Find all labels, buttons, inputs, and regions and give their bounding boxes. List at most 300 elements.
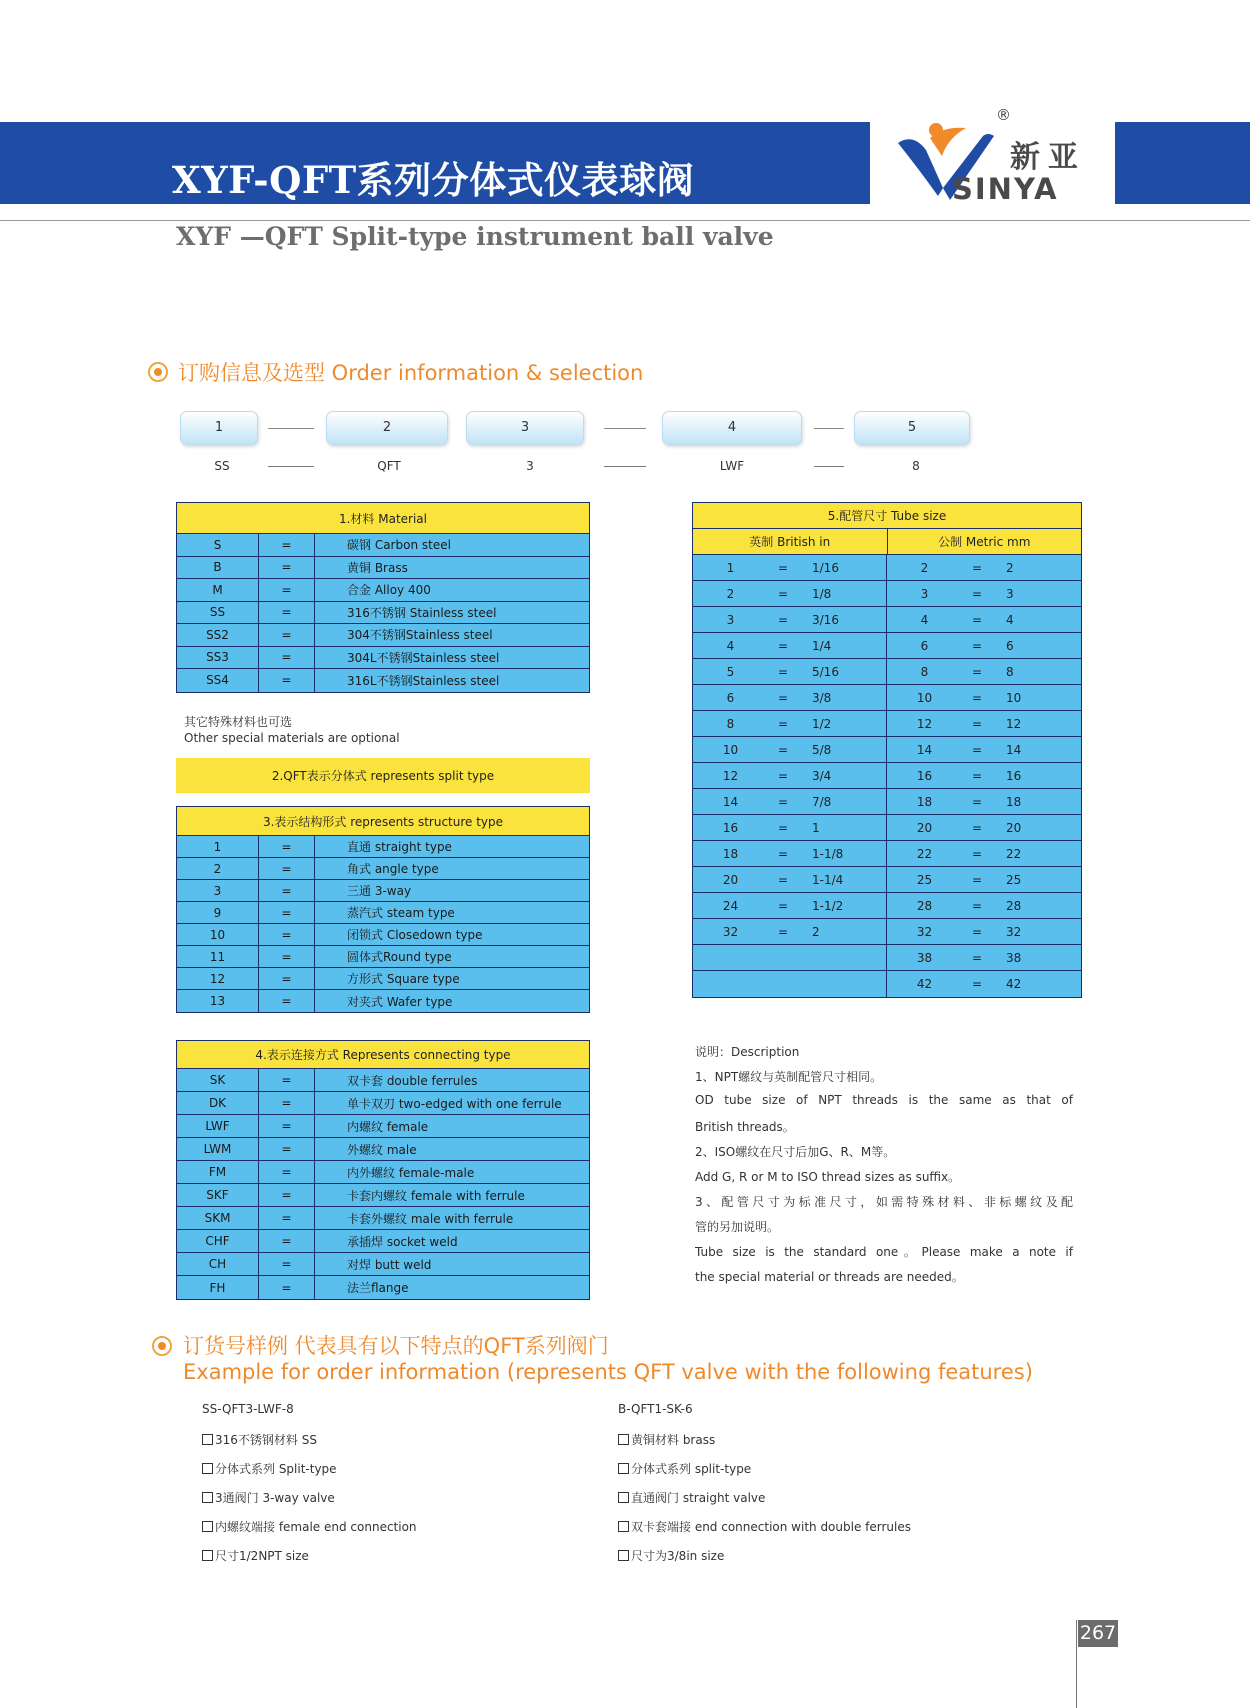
tube-british-tn: 8 (726, 716, 735, 731)
tube-metric-tv: 20 (1006, 820, 1022, 835)
registered-mark: ® (996, 106, 1011, 124)
structure-eq-cell: = (259, 924, 315, 945)
tube-row (693, 581, 1081, 607)
code-example-dash (268, 466, 314, 467)
tube-british-tv: 1 (812, 820, 820, 835)
tube-british-teq: = (777, 716, 789, 731)
tube-british-teq: = (777, 638, 789, 653)
tube-metric-teq: = (971, 768, 983, 783)
tube-metric-cell (887, 971, 1081, 997)
tube-british-cell (693, 633, 887, 658)
structure-desc-cell: 闭锁式 Closedown type (347, 928, 483, 942)
description-line: 3、配管尺寸为标准尺寸，如需特殊材料、非标螺纹及配 (695, 1195, 1073, 1209)
structure-code-cell: 12 (177, 968, 259, 989)
tube-metric-tv: 32 (1006, 924, 1022, 939)
connection-code-cell: LWM (177, 1138, 259, 1160)
structure-code-cell: 10 (177, 924, 259, 945)
structure-desc-cell: 方形式 Square type (347, 972, 460, 986)
tube-metric-teq: = (971, 872, 983, 887)
tube-british-tn: 16 (722, 820, 739, 835)
tube-metric-tv: 25 (1006, 872, 1022, 887)
material-code-cell: SS (177, 602, 259, 624)
tube-metric-teq: = (971, 716, 983, 731)
structure-row (177, 902, 589, 924)
material-row (177, 647, 589, 670)
section-bullet-icon (148, 362, 168, 382)
connection-row (177, 1138, 589, 1161)
page-title-en: XYF —QFT Split-type instrument ball valve (176, 222, 774, 251)
tube-british-cell (693, 581, 887, 606)
connection-row (177, 1069, 589, 1092)
tube-british-tv: 1-1/2 (812, 898, 844, 913)
connection-code-cell: LWF (177, 1115, 259, 1137)
code-box-4: 4 (662, 411, 802, 445)
connection-row (177, 1276, 589, 1299)
connection-desc-cell: 卡套外螺纹 male with ferrule (347, 1211, 514, 1226)
tube-british-cell (693, 971, 887, 997)
structure-eq-cell: = (259, 990, 315, 1012)
connection-table (176, 1040, 590, 1300)
material-row (177, 579, 589, 602)
code-box-2: 2 (326, 411, 448, 445)
tube-metric-tn: 8 (920, 664, 929, 679)
tube-metric-teq: = (971, 560, 983, 575)
tube-british-teq: = (777, 690, 789, 705)
tube-british-tv: 1-1/4 (812, 872, 844, 887)
description-line: British threads。 (695, 1120, 795, 1134)
checkbox-icon (202, 1463, 213, 1474)
structure-desc-cell: 角式 angle type (347, 862, 439, 876)
tube-metric-cell (887, 685, 1081, 710)
tube-metric-cell (887, 893, 1081, 918)
material-row (177, 602, 589, 625)
tube-metric-teq: = (971, 690, 983, 705)
connection-code-cell: CH (177, 1253, 259, 1275)
tube-british-tv: 3/8 (812, 690, 832, 705)
material-table-header: 1.材料 Material (177, 503, 589, 534)
page-number: 267 (1078, 1620, 1118, 1647)
tube-row (693, 841, 1081, 867)
tube-british-tv: 1-1/8 (812, 846, 844, 861)
description-title: 说明：Description (695, 1045, 800, 1059)
split-type-label: 2.QFT表示分体式 represents split type (176, 758, 590, 793)
description-line: 管的另加说明。 (695, 1220, 780, 1234)
material-code-cell: B (177, 557, 259, 579)
structure-row (177, 924, 589, 946)
tube-metric-tv: 4 (1006, 612, 1014, 627)
tube-metric-teq: = (971, 898, 983, 913)
tube-british-tn: 3 (726, 612, 735, 627)
connection-code-cell: SK (177, 1069, 259, 1091)
code-dash (604, 428, 646, 429)
page-number-rule (1076, 1620, 1077, 1708)
structure-desc-cell: 三通 3-way (347, 884, 412, 898)
material-row (177, 669, 589, 692)
connection-desc-cell: 法兰flange (347, 1281, 409, 1295)
checkbox-icon (618, 1463, 629, 1474)
tube-metric-tn: 10 (916, 690, 933, 705)
connection-eq-cell: = (259, 1184, 315, 1206)
tube-british-tn: 4 (726, 638, 735, 653)
tube-metric-cell (887, 555, 1081, 580)
logo-text-cn: 新亚 (1010, 140, 1086, 175)
tube-british-teq: = (777, 560, 789, 575)
page-title-cn: XYF-QFT系列分体式仪表球阀 (172, 158, 695, 202)
tube-metric-cell (887, 945, 1081, 970)
tube-british-cell (693, 815, 887, 840)
tube-row (693, 971, 1081, 997)
tube-metric-tn: 38 (916, 950, 933, 965)
section-bullet-icon (152, 1336, 172, 1356)
connection-eq-cell: = (259, 1138, 315, 1160)
structure-row (177, 880, 589, 902)
tube-metric-cell (887, 841, 1081, 866)
code-box-1: 1 (180, 411, 258, 445)
connection-eq-cell: = (259, 1161, 315, 1183)
tube-metric-tn: 25 (916, 872, 933, 887)
tube-british-tv: 1/8 (812, 586, 832, 601)
tube-british-teq: = (777, 742, 789, 757)
tube-british-cell (693, 763, 887, 788)
tube-british-tn: 1 (726, 560, 735, 575)
structure-code-cell: 2 (177, 858, 259, 879)
tube-metric-teq: = (971, 586, 983, 601)
tube-row (693, 893, 1081, 919)
example-right-item: 双卡套端接 end connection with double ferrules (618, 1518, 911, 1535)
description-line: 1、NPT螺纹与英制配管尺寸相同。 (695, 1070, 883, 1084)
tube-metric-tv: 10 (1006, 690, 1022, 705)
tube-british-tn: 14 (722, 794, 739, 809)
tube-british-teq: = (777, 872, 789, 887)
tube-metric-teq: = (971, 924, 983, 939)
material-eq-cell: = (259, 579, 315, 601)
description-line: Tube size is the standard one。Please make a note if (695, 1245, 1073, 1259)
tube-row (693, 633, 1081, 659)
material-desc-cell: 合金 Alloy 400 (347, 583, 431, 598)
tube-metric-tn: 2 (920, 560, 929, 575)
checkbox-icon (202, 1434, 213, 1445)
tube-metric-tv: 8 (1006, 664, 1014, 679)
example-title-cn: 订货号样例 代表具有以下特点的QFT系列阀门 (183, 1334, 609, 1358)
tube-metric-tn: 22 (916, 846, 933, 861)
connection-eq-cell: = (259, 1230, 315, 1252)
tube-british-tv: 3/4 (812, 768, 832, 783)
tube-british-cell (693, 893, 887, 918)
description-line: OD tube size of NPT threads is the same as that of (695, 1093, 1073, 1107)
connection-code-cell: FH (177, 1276, 259, 1299)
tube-row (693, 607, 1081, 633)
tube-british-tv: 5/16 (812, 664, 839, 679)
tube-british-cell (693, 659, 887, 684)
material-eq-cell: = (259, 624, 315, 646)
tube-metric-tn: 28 (916, 898, 933, 913)
connection-desc-cell: 对焊 butt weld (347, 1257, 432, 1272)
tube-metric-tn: 16 (916, 768, 933, 783)
connection-eq-cell: = (259, 1115, 315, 1137)
example-right-item: 直通阀门 straight valve (618, 1489, 765, 1506)
tube-british-tv: 3/16 (812, 612, 839, 627)
tube-british-cell (693, 685, 887, 710)
material-code-cell: SS4 (177, 669, 259, 692)
connection-eq-cell: = (259, 1069, 315, 1091)
tube-british-cell (693, 711, 887, 736)
connection-code-cell: FM (177, 1161, 259, 1183)
tube-row (693, 737, 1081, 763)
tube-british-cell (693, 789, 887, 814)
structure-table-header: 3.表示结构形式 represents structure type (177, 807, 589, 836)
description-line: Add G, R or M to ISO thread sizes as suffix。 (695, 1170, 961, 1184)
tube-subheader (693, 529, 1081, 555)
metric-column-header: 公制 Metric mm (938, 535, 1031, 549)
tube-british-cell (693, 945, 887, 970)
structure-table (176, 806, 590, 1013)
connection-desc-cell: 内螺纹 female (347, 1119, 429, 1134)
structure-code-cell: 3 (177, 880, 259, 901)
material-eq-cell: = (259, 647, 315, 669)
tube-british-teq: = (777, 846, 789, 861)
tube-metric-cell (887, 763, 1081, 788)
order-section-title: 订购信息及选型 Order information & selection (178, 361, 644, 385)
connection-desc-cell: 单卡双刃 two-edged with one ferrule (347, 1096, 562, 1111)
material-desc-cell: 黄铜 Brass (347, 560, 408, 575)
tube-metric-tn: 42 (916, 977, 933, 991)
tube-british-cell (693, 607, 887, 632)
tube-metric-tn: 4 (920, 612, 929, 627)
checkbox-icon (618, 1550, 629, 1561)
tube-british-cell (693, 841, 887, 866)
material-code-cell: SS2 (177, 624, 259, 646)
tube-metric-teq: = (971, 664, 983, 679)
structure-eq-cell: = (259, 946, 315, 967)
connection-eq-cell: = (259, 1253, 315, 1275)
description-line: 2、ISO螺纹在尺寸后加G、R、M等。 (695, 1145, 896, 1159)
checkbox-icon (618, 1521, 629, 1532)
example-left-item: 分体式系列 Split-type (202, 1460, 337, 1477)
tube-metric-tv: 22 (1006, 846, 1022, 861)
tube-metric-tv: 6 (1006, 638, 1014, 653)
code-box-5: 5 (854, 411, 970, 445)
tube-metric-tv: 16 (1006, 768, 1022, 783)
code-dash (268, 428, 314, 429)
structure-desc-cell: 蒸汽式 steam type (347, 906, 455, 920)
example-left-item: 尺寸1/2NPT size (202, 1547, 309, 1564)
material-desc-cell: 碳钢 Carbon steel (347, 538, 451, 553)
structure-row (177, 990, 589, 1012)
material-desc-cell: 304不锈钢Stainless steel (347, 628, 493, 643)
tube-metric-cell (887, 737, 1081, 762)
code-example-1: SS (214, 459, 230, 473)
connection-rows (177, 1069, 589, 1299)
tube-row (693, 763, 1081, 789)
tube-british-teq: = (777, 898, 789, 913)
structure-eq-cell: = (259, 902, 315, 923)
british-column-header: 英制 British in (693, 529, 888, 554)
material-desc-cell: 316L不锈钢Stainless steel (347, 673, 500, 688)
tube-metric-tv: 18 (1006, 794, 1022, 809)
tube-metric-tv: 3 (1006, 586, 1014, 601)
structure-desc-cell: 对夹式 Wafer type (347, 994, 453, 1009)
connection-table-header: 4.表示连接方式 Represents connecting type (177, 1041, 589, 1069)
connection-desc-cell: 内外螺纹 female-male (347, 1165, 475, 1180)
connection-row (177, 1184, 589, 1207)
tube-british-teq: = (777, 794, 789, 809)
tube-british-cell (693, 867, 887, 892)
tube-metric-cell (887, 659, 1081, 684)
tube-row (693, 919, 1081, 945)
tube-british-tn: 5 (726, 664, 735, 679)
tube-row (693, 867, 1081, 893)
tube-british-tn: 18 (722, 846, 739, 861)
connection-desc-cell: 卡套内螺纹 female with ferrule (347, 1188, 525, 1203)
connection-eq-cell: = (259, 1276, 315, 1299)
connection-code-cell: DK (177, 1092, 259, 1114)
example-left-item: 内螺纹端接 female end connection (202, 1518, 417, 1535)
tube-table-header: 5.配管尺寸 Tube size (693, 503, 1081, 529)
connection-row (177, 1230, 589, 1253)
connection-eq-cell: = (259, 1092, 315, 1114)
tube-row (693, 815, 1081, 841)
tube-british-teq: = (777, 820, 789, 835)
tube-row (693, 659, 1081, 685)
material-eq-cell: = (259, 534, 315, 556)
tube-size-table (692, 502, 1082, 998)
tube-metric-cell (887, 633, 1081, 658)
tube-metric-cell (887, 789, 1081, 814)
tube-metric-tv: 42 (1006, 977, 1022, 991)
connection-eq-cell: = (259, 1207, 315, 1229)
checkbox-icon (618, 1492, 629, 1503)
tube-metric-teq: = (971, 950, 983, 965)
tube-british-cell (693, 919, 887, 944)
tube-rows (693, 555, 1081, 997)
structure-desc-cell: 直通 straight type (347, 840, 452, 854)
material-note-en: Other special materials are optional (184, 731, 400, 745)
code-example-5: 8 (912, 459, 920, 473)
connection-desc-cell: 外螺纹 male (347, 1142, 417, 1157)
description-line: the special material or threads are needed。 (695, 1270, 964, 1284)
tube-metric-cell (887, 581, 1081, 606)
example-right-item: 分体式系列 split-type (618, 1460, 751, 1477)
material-row (177, 557, 589, 580)
tube-metric-teq: = (971, 742, 983, 757)
tube-metric-teq: = (971, 638, 983, 653)
structure-code-cell: 11 (177, 946, 259, 967)
example-left-item: 3通阀门 3-way valve (202, 1489, 335, 1506)
tube-british-teq: = (777, 586, 789, 601)
material-eq-cell: = (259, 557, 315, 579)
tube-british-cell (693, 737, 887, 762)
code-example-dash (814, 466, 844, 467)
tube-row (693, 789, 1081, 815)
structure-eq-cell: = (259, 880, 315, 901)
connection-desc-cell: 双卡套 double ferrules (347, 1073, 478, 1088)
checkbox-icon (202, 1550, 213, 1561)
tube-metric-tn: 20 (916, 820, 933, 835)
logo-text-en: SINYA (952, 172, 1059, 206)
tube-metric-teq: = (971, 612, 983, 627)
tube-british-tv: 2 (812, 924, 820, 939)
material-row (177, 624, 589, 647)
material-eq-cell: = (259, 669, 315, 692)
material-desc-cell: 304L不锈钢Stainless steel (347, 650, 500, 665)
checkbox-icon (202, 1492, 213, 1503)
tube-metric-tv: 12 (1006, 716, 1022, 731)
tube-metric-teq: = (971, 846, 983, 861)
tube-british-teq: = (777, 664, 789, 679)
material-table (176, 502, 590, 693)
material-row (177, 534, 589, 557)
structure-desc-cell: 圆体式Round type (347, 950, 452, 964)
structure-eq-cell: = (259, 836, 315, 857)
connection-code-cell: SKM (177, 1207, 259, 1229)
connection-row (177, 1207, 589, 1230)
tube-british-teq: = (777, 768, 789, 783)
material-desc-cell: 316不锈钢 Stainless steel (347, 605, 497, 620)
tube-british-tv: 1/16 (812, 560, 839, 575)
tube-british-teq: = (777, 612, 789, 627)
code-example-4: LWF (719, 459, 745, 473)
code-example-dash (604, 466, 646, 467)
material-eq-cell: = (259, 602, 315, 624)
tube-metric-tv: 38 (1006, 950, 1022, 965)
tube-metric-tv: 28 (1006, 898, 1022, 913)
structure-code-cell: 13 (177, 990, 259, 1012)
structure-code-cell: 1 (177, 836, 259, 857)
structure-rows (177, 836, 589, 1012)
structure-row (177, 836, 589, 858)
code-example-2: QFT (377, 459, 401, 473)
material-code-cell: S (177, 534, 259, 556)
connection-desc-cell: 承插焊 socket weld (347, 1234, 458, 1249)
tube-metric-tn: 18 (916, 794, 933, 809)
tube-row (693, 685, 1081, 711)
example-right-item: 黄铜材料 brass (618, 1431, 715, 1448)
tube-metric-tn: 3 (920, 586, 929, 601)
tube-metric-tn: 6 (920, 638, 929, 653)
connection-code-cell: CHF (177, 1230, 259, 1252)
tube-british-tn: 12 (722, 768, 739, 783)
tube-metric-tv: 14 (1006, 742, 1022, 757)
structure-eq-cell: = (259, 968, 315, 989)
connection-row (177, 1115, 589, 1138)
structure-eq-cell: = (259, 858, 315, 879)
example-right-item: 尺寸为3/8in size (618, 1547, 724, 1564)
example-title-en: Example for order information (represents QFT valve with the following features) (183, 1360, 1033, 1384)
tube-metric-cell (887, 867, 1081, 892)
structure-row (177, 946, 589, 968)
code-example-3: 3 (526, 459, 534, 473)
tube-metric-cell (887, 711, 1081, 736)
tube-metric-teq: = (971, 977, 983, 991)
tube-british-tn: 24 (722, 898, 739, 913)
tube-british-tn: 32 (722, 924, 739, 939)
structure-row (177, 968, 589, 990)
connection-code-cell: SKF (177, 1184, 259, 1206)
tube-metric-tn: 32 (916, 924, 933, 939)
tube-row (693, 555, 1081, 581)
tube-british-tn: 6 (726, 690, 735, 705)
connection-row (177, 1161, 589, 1184)
example-left-code: SS-QFT3-LWF-8 (202, 1402, 294, 1416)
tube-row (693, 945, 1081, 971)
material-note-cn: 其它特殊材料也可选 (184, 715, 293, 729)
structure-row (177, 858, 589, 880)
material-code-cell: M (177, 579, 259, 601)
tube-metric-teq: = (971, 820, 983, 835)
tube-metric-tv: 2 (1006, 560, 1014, 575)
code-box-3: 3 (466, 411, 584, 445)
example-right-code: B-QFT1-SK-6 (618, 1402, 693, 1416)
